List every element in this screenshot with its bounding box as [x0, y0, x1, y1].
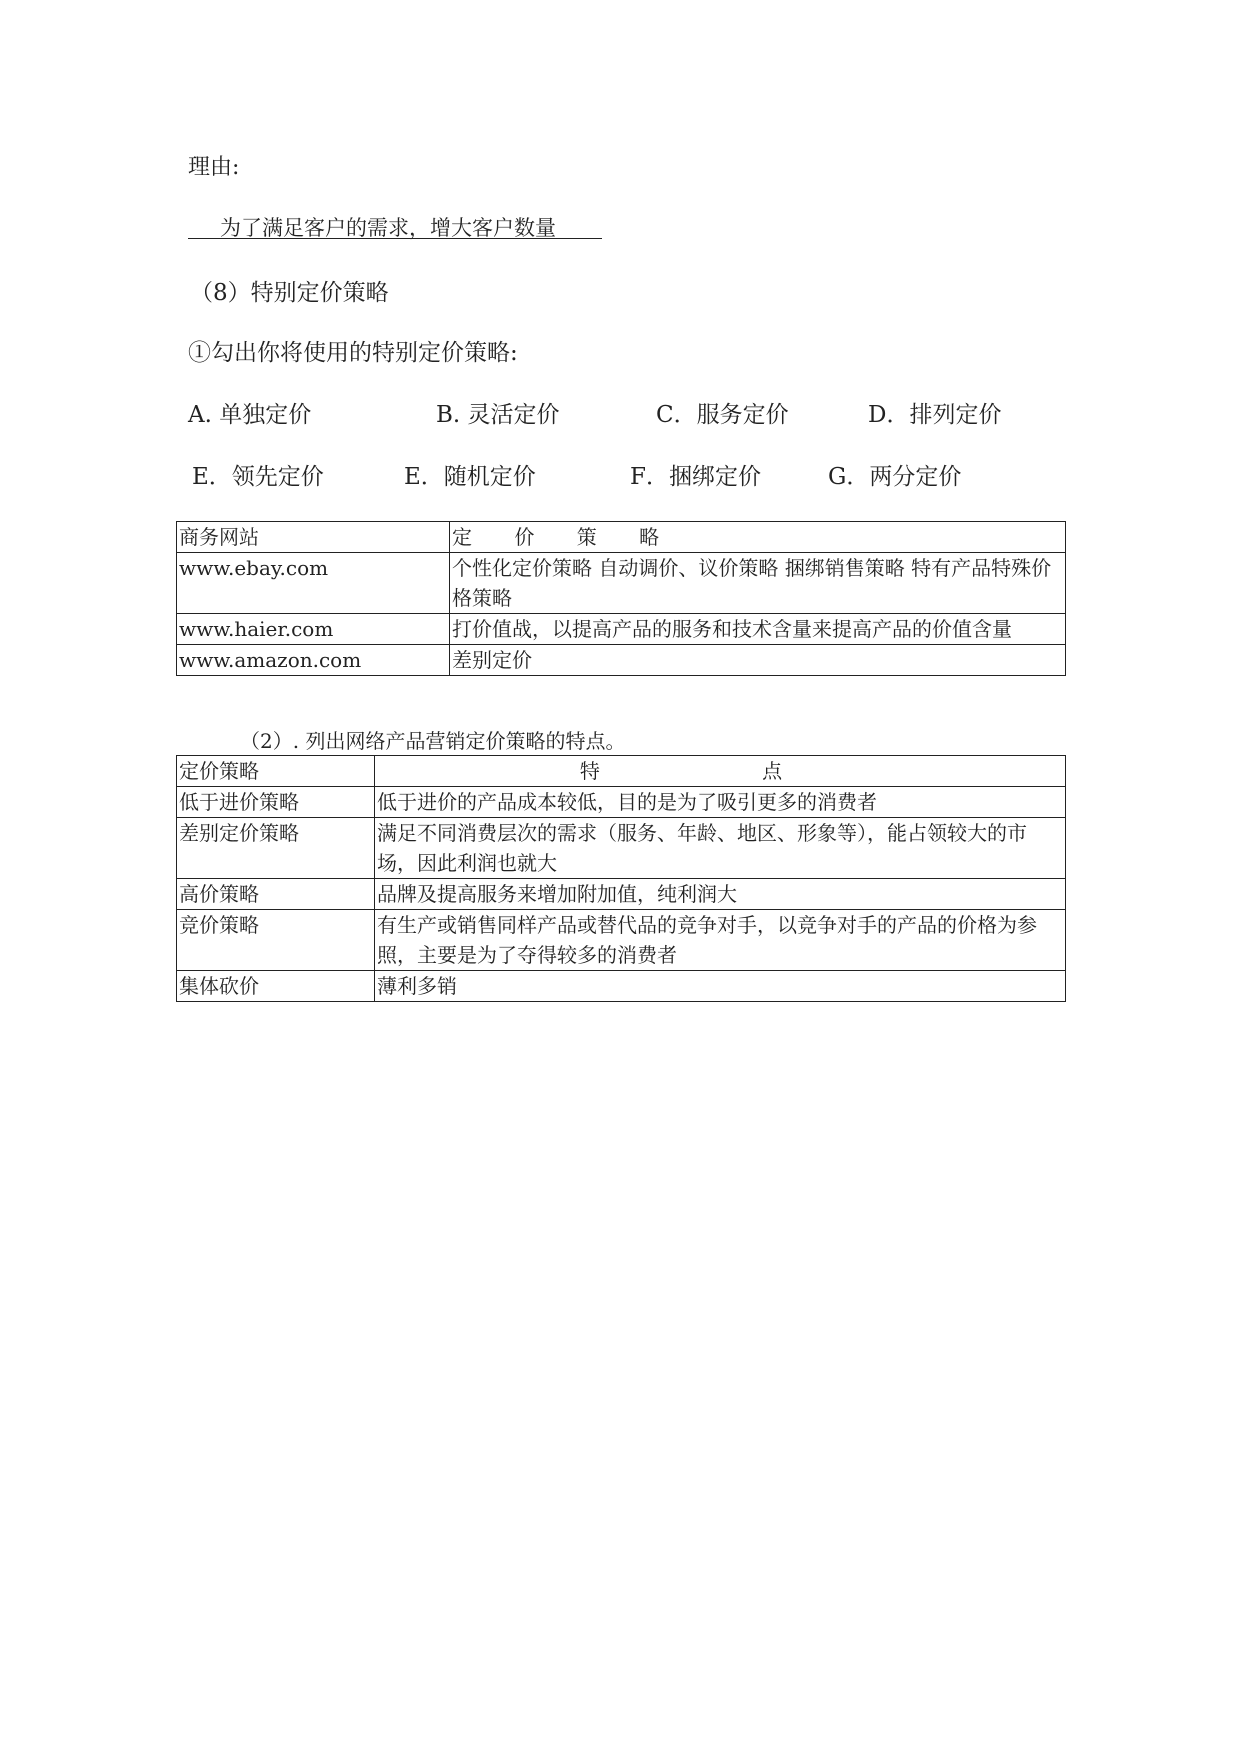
strategy-name-cell: 低于进价策略 — [177, 787, 375, 818]
table-row — [177, 910, 1066, 971]
section-title: （8）特别定价策略 — [190, 280, 389, 306]
option-f[interactable]: F．捆绑定价 — [630, 464, 761, 490]
option-a[interactable]: A. 单独定价 — [188, 402, 312, 428]
feature-cell: 有生产或销售同样产品或替代品的竞争对手，以竞争对手的产品的价格为参照，主要是为了夺得较多的消费者 — [375, 910, 1066, 971]
feature-cell: 满足不同消费层次的需求（服务、年龄、地区、形象等），能占领较大的市场，因此利润也就大 — [375, 818, 1066, 879]
option-g[interactable]: G．两分定价 — [828, 464, 962, 490]
question-text: ①勾出你将使用的特别定价策略: — [188, 340, 518, 366]
option-e-lead[interactable]: E．领先定价 — [192, 464, 324, 490]
option-e-random[interactable]: E．随机定价 — [404, 464, 536, 490]
option-d[interactable]: D．排列定价 — [868, 402, 1002, 428]
strategy-features-table — [176, 755, 1066, 1002]
table-row — [177, 971, 1066, 1002]
reason-label: 理由: — [188, 155, 240, 180]
table2-title: （2）. 列出网络产品营销定价策略的特点。 — [240, 729, 626, 753]
site-cell: www.amazon.com — [177, 645, 450, 676]
strategy-cell: 个性化定价策略 自动调价、议价策略 捆绑销售策略 特有产品特殊价格策略 — [450, 553, 1066, 614]
table-row — [177, 818, 1066, 879]
strategy-name-cell: 高价策略 — [177, 879, 375, 910]
reason-answer-text: 为了满足客户的需求，增大客户数量 — [220, 216, 556, 240]
table-row — [177, 553, 1066, 614]
feature-cell: 低于进价的产品成本较低，目的是为了吸引更多的消费者 — [375, 787, 1066, 818]
strategy-name-cell: 集体砍价 — [177, 971, 375, 1002]
strategy-cell: 打价值战，以提高产品的服务和技术含量来提高产品的价值含量 — [450, 614, 1066, 645]
header-cell: 定价策略 — [177, 756, 375, 787]
strategy-name-cell: 差别定价策略 — [177, 818, 375, 879]
table-row — [177, 879, 1066, 910]
strategy-cell: 差别定价 — [450, 645, 1066, 676]
header-cell: 商务网站 — [177, 522, 450, 553]
option-c[interactable]: C．服务定价 — [656, 402, 789, 428]
header-cell: 定 价 策 略 — [450, 522, 1066, 553]
strategy-name-cell: 竞价策略 — [177, 910, 375, 971]
table-row — [177, 614, 1066, 645]
header-cell: 特 点 — [375, 756, 1066, 787]
feature-cell: 品牌及提高服务来增加附加值，纯利润大 — [375, 879, 1066, 910]
feature-cell: 薄利多销 — [375, 971, 1066, 1002]
table-header-row — [177, 756, 1066, 787]
table-row — [177, 645, 1066, 676]
table-row — [177, 787, 1066, 818]
table-header-row — [177, 522, 1066, 553]
site-cell: www.haier.com — [177, 614, 450, 645]
reason-answer-line — [188, 212, 602, 239]
website-pricing-table — [176, 521, 1066, 676]
option-b[interactable]: B. 灵活定价 — [436, 402, 560, 428]
site-cell: www.ebay.com — [177, 553, 450, 614]
